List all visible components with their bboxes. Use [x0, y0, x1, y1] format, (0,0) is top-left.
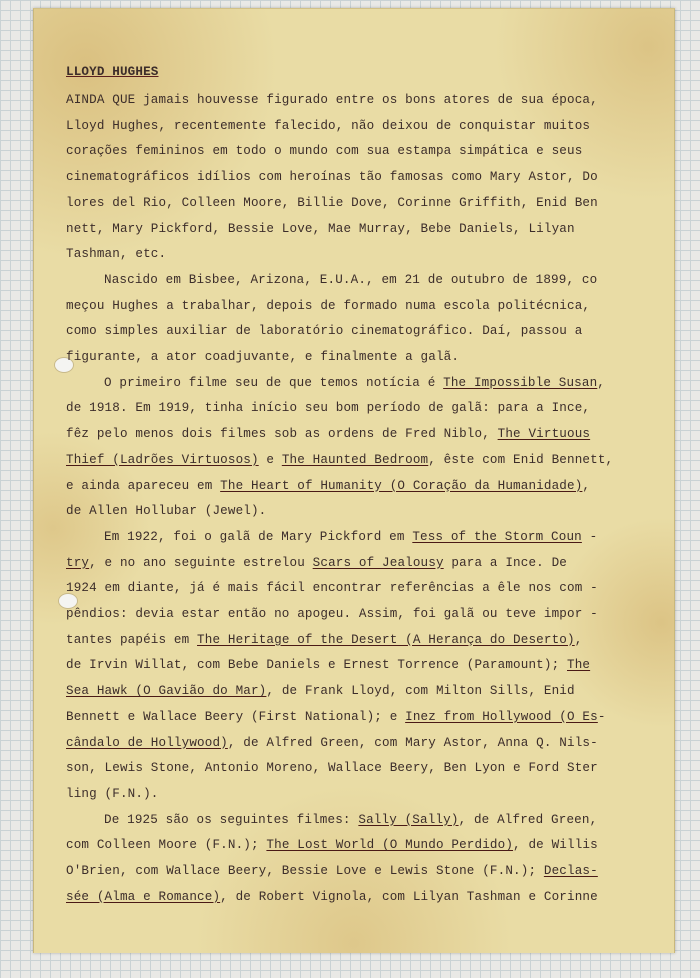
- text-segment: e: [258, 452, 282, 467]
- text-segment: De 1925 são os seguintes filmes:: [104, 812, 359, 827]
- document-title: LLOYD HUGHES: [66, 65, 159, 79]
- text-segment: lores del Rio, Colleen Moore, Billie Dove, Corinne Griffith, Enid Ben: [66, 195, 598, 210]
- film-title: The Lost World (O Mundo Perdido): [266, 838, 514, 853]
- text-segment: de Allen Hollubar (Jewel).: [66, 504, 267, 519]
- text-segment: nett, Mary Pickford, Bessie Love, Mae Murray, Bebe Daniels, Lilyan: [66, 221, 575, 236]
- text-segment: , êste com Enid Bennett,: [428, 452, 614, 467]
- film-title: The Heritage of the Desert (A Herança do Deserto): [197, 632, 575, 647]
- text-line: [66, 628, 651, 654]
- text-line: [66, 88, 651, 114]
- text-segment: corações femininos em todo o mundo com sua estampa simpática e seus: [66, 144, 583, 159]
- film-title: Sea Hawk (O Gavião do Mar): [66, 684, 267, 699]
- text-segment: pêndios: devia estar então no apogeu. Assim, foi galã ou teve impor -: [66, 607, 598, 622]
- text-segment: , e no ano seguinte estrelou: [89, 555, 313, 570]
- text-line: [66, 679, 651, 705]
- text-segment: figurante, a ator coadjuvante, e finalmente a galã.: [66, 350, 460, 365]
- film-title: The Impossible Susan: [443, 375, 598, 390]
- text-segment: -: [597, 709, 606, 724]
- text-line: [66, 551, 651, 577]
- text-segment: , de Alfred Green,: [458, 812, 598, 827]
- body-lines: [66, 88, 651, 911]
- text-segment: 1924 em diante, já é mais fácil encontrar referências a êle nos com -: [66, 581, 598, 596]
- text-line: [66, 165, 651, 191]
- text-segment: ,: [582, 478, 591, 493]
- text-line: [66, 371, 651, 397]
- text-line: [66, 114, 651, 140]
- text-segment: tantes papéis em: [66, 632, 198, 647]
- text-line: [66, 885, 651, 911]
- text-segment: como simples auxiliar de laboratório cinematográfico. Daí, passou a: [66, 324, 583, 339]
- film-title: Declas-: [543, 864, 598, 879]
- text-segment: Bennett e Wallace Beery (First National); e: [66, 709, 406, 724]
- text-line: [66, 499, 651, 525]
- text-line: [66, 731, 651, 757]
- film-title: Scars of Jealousy: [312, 555, 444, 570]
- film-title: Thief (Ladrões Virtuosos): [66, 452, 259, 467]
- text-segment: ,: [597, 375, 606, 390]
- text-segment: Tashman, etc.: [66, 247, 167, 262]
- text-segment: , de Alfred Green, com Mary Astor, Anna Q. Nils-: [227, 735, 598, 750]
- film-title: The Heart of Humanity (O Coração da Humanidade): [220, 478, 583, 493]
- text-line: [66, 833, 651, 859]
- text-line: [66, 859, 651, 885]
- text-line: [66, 319, 651, 345]
- film-title: The Haunted Bedroom: [281, 452, 429, 467]
- text-line: [66, 756, 651, 782]
- text-line: [66, 422, 651, 448]
- text-segment: com Colleen Moore (F.N.);: [66, 838, 267, 853]
- film-title: cândalo de Hollywood): [66, 735, 228, 750]
- text-segment: ,: [574, 632, 583, 647]
- text-line: [66, 294, 651, 320]
- film-title: sée (Alma e Romance): [66, 889, 221, 904]
- text-segment: cinematográficos idílios com heroínas tão famosas como Mary Astor, Do: [66, 170, 598, 185]
- text-segment: -: [581, 529, 598, 544]
- film-title: The Virtuous: [497, 427, 591, 442]
- text-segment: Em 1922, foi o galã de Mary Pickford em: [104, 529, 413, 544]
- text-segment: e ainda apareceu em: [66, 478, 221, 493]
- text-line: [66, 653, 651, 679]
- text-segment: O'Brien, com Wallace Beery, Bessie Love e Lewis Stone (F.N.);: [66, 864, 544, 879]
- text-segment: son, Lewis Stone, Antonio Moreno, Wallace Beery, Ben Lyon e Ford Ster: [66, 761, 598, 776]
- text-line: [66, 576, 651, 602]
- text-line: [66, 448, 651, 474]
- text-segment: meçou Hughes a trabalhar, depois de formado numa escola politécnica,: [66, 298, 591, 313]
- text-segment: Nascido em Bisbee, Arizona, E.U.A., em 21 de outubro de 1899, co: [104, 272, 598, 287]
- text-segment: Lloyd Hughes, recentemente falecido, não deixou de conquistar muitos: [66, 118, 591, 133]
- text-line: [66, 808, 651, 834]
- film-title: try: [66, 555, 90, 570]
- text-line: [66, 782, 651, 808]
- text-line: [66, 602, 651, 628]
- text-segment: ling (F.N.).: [66, 786, 159, 801]
- text-segment: , de Robert Vignola, com Lilyan Tashman e Corinne: [220, 889, 598, 904]
- text-segment: fêz pelo menos dois filmes sob as ordens de Fred Niblo,: [66, 427, 498, 442]
- film-title: Tess of the Storm Coun: [412, 529, 582, 544]
- text-line: [66, 705, 651, 731]
- text-segment: , de Willis: [513, 838, 598, 853]
- text-line: [66, 217, 651, 243]
- film-title: Inez from Hollywood (O Es: [405, 709, 598, 724]
- text-segment: para a Ince. De: [443, 555, 568, 570]
- text-segment: de 1918. Em 1919, tinha início seu bom período de galã: para a Ince,: [66, 401, 591, 416]
- text-line: [66, 242, 651, 268]
- film-title: The: [567, 658, 591, 673]
- text-line: [66, 268, 651, 294]
- text-line: [66, 191, 651, 217]
- text-line: [66, 139, 651, 165]
- film-title: Sally (Sally): [358, 812, 459, 827]
- text-segment: , de Frank Lloyd, com Milton Sills, Enid: [266, 684, 575, 699]
- document-text: [66, 62, 651, 911]
- text-line: [66, 345, 651, 371]
- text-line: [66, 474, 651, 500]
- text-segment: de Irvin Willat, com Bebe Daniels e Ernest Torrence (Paramount);: [66, 658, 567, 673]
- text-line: [66, 396, 651, 422]
- text-segment: AINDA QUE jamais houvesse figurado entre os bons atores de sua época,: [66, 93, 598, 107]
- text-segment: O primeiro filme seu de que temos notícia é: [104, 375, 444, 390]
- text-line: [66, 525, 651, 551]
